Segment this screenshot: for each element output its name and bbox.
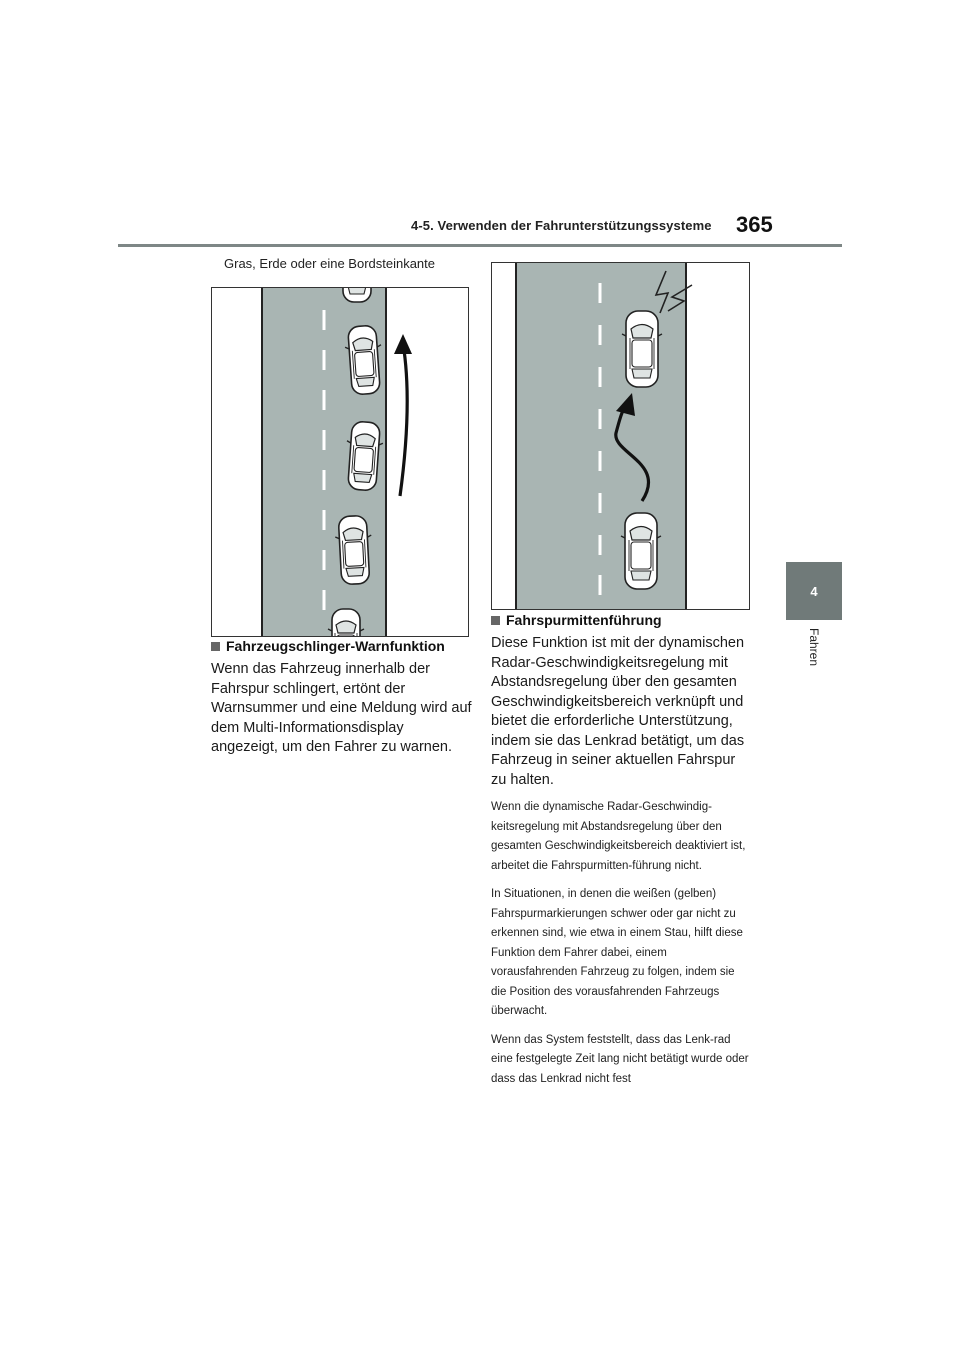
- bullet-square-icon: [491, 616, 500, 625]
- figure-lane-centering: [491, 262, 750, 610]
- section-title: 4-5. Verwenden der Fahrunterstützungssysteme: [411, 218, 712, 233]
- road-surface: [516, 263, 686, 609]
- body-paragraph: Diese Funktion ist mit der dynamischen Radar-Geschwindigkeitsregelung mit Abstandsregelung über den gesamten Geschwindigkeitsbereich verknüpft und bietet die erforderliche Unterstützung, indem sie das Lenkrad betätigt, um das Fahrzeug in seiner aktuellen Fahrspur zu halten.: [491, 635, 745, 788]
- body-paragraph: Wenn das Fahrzeug innerhalb der Fahrspur schlingert, ertönt der Warnsummer und eine Meldung wird auf dem Multi-Informationsdisplay angezeigt, um den Fahrer zu warnen.: [211, 661, 472, 755]
- chapter-name: Fahren: [807, 628, 821, 667]
- page-number: 365: [736, 212, 773, 237]
- section-sway-warning: [211, 638, 473, 766]
- road-illustration-sway: [212, 288, 468, 636]
- note-paragraph: Wenn die dynamische Radar-Geschwindig-keitsregelung mit Abstandsregelung über den gesamten Geschwindigkeitsbereich deaktiviert ist, arbeitet die Fahrspurmitten-führung nicht.: [491, 801, 746, 872]
- chapter-number: 4: [810, 583, 818, 599]
- figure-vehicle-sway: [211, 287, 469, 637]
- note-paragraph: In Situationen, in denen die weißen (gelben) Fahrspurmarkierungen schwer oder gar nicht zu erkennen sind, wie etwa in einem Stau, hilft diese Funktion dem Fahrer dabei, einem vorausfahrenden Fahrzeug zu folgen, indem sie die Position des vorausfahrenden Fahrzeugs überwacht.: [491, 888, 743, 1017]
- section-heading: [211, 638, 473, 654]
- header-divider: [118, 244, 842, 247]
- road-illustration-centering: [492, 263, 749, 609]
- heading-text: Fahrzeugschlinger-Warnfunktion: [226, 638, 445, 654]
- figure-caption: Gras, Erde oder eine Bordsteinkante: [224, 256, 436, 271]
- bullet-square-icon: [211, 642, 220, 651]
- chapter-tab: [786, 562, 842, 620]
- note-paragraph: Wenn das System feststellt, dass das Lenk-rad eine festgelegte Zeit lang nicht betätigt wurde oder dass das Lenkrad nicht fest: [491, 1033, 749, 1085]
- sway-arrow: [400, 350, 407, 496]
- section-heading: [491, 612, 749, 628]
- heading-text: Fahrspurmittenführung: [506, 612, 662, 628]
- section-lane-centering: [491, 612, 749, 1098]
